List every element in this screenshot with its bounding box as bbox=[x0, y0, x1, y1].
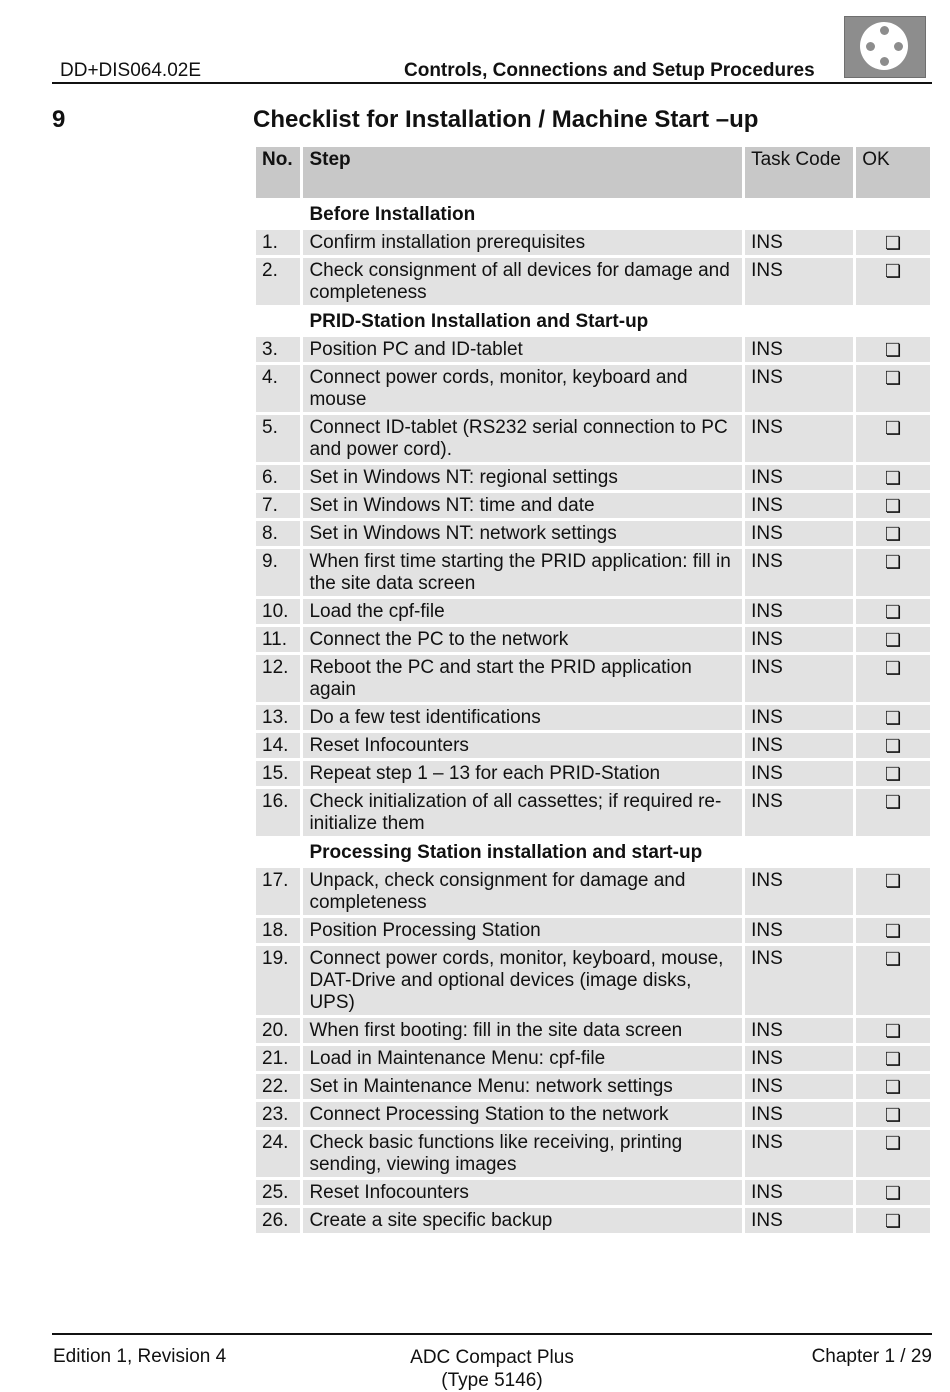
task-code: INS bbox=[745, 493, 853, 518]
task-code: INS bbox=[745, 627, 853, 652]
table-row bbox=[256, 1074, 930, 1099]
step-number: 8. bbox=[256, 521, 300, 546]
checklist-body bbox=[256, 201, 930, 1233]
table-row bbox=[256, 655, 930, 702]
table-row bbox=[256, 1046, 930, 1071]
table-row bbox=[256, 761, 930, 786]
step-description: Reset Infocounters bbox=[303, 733, 742, 758]
ok-checkbox-icon[interactable]: ❏ bbox=[856, 549, 930, 596]
table-row bbox=[256, 521, 930, 546]
group-header-row bbox=[256, 839, 930, 865]
ok-checkbox-icon[interactable]: ❏ bbox=[856, 465, 930, 490]
task-code: INS bbox=[745, 365, 853, 412]
step-description: When first booting: fill in the site data screen bbox=[303, 1018, 742, 1043]
step-number: 11. bbox=[256, 627, 300, 652]
table-row bbox=[256, 1130, 930, 1177]
task-code: INS bbox=[745, 465, 853, 490]
step-description: Connect Processing Station to the network bbox=[303, 1102, 742, 1127]
ok-checkbox-icon[interactable]: ❏ bbox=[856, 627, 930, 652]
ok-checkbox-icon[interactable]: ❏ bbox=[856, 521, 930, 546]
ok-checkbox-icon[interactable]: ❏ bbox=[856, 733, 930, 758]
step-number: 10. bbox=[256, 599, 300, 624]
table-row bbox=[256, 627, 930, 652]
group-spacer bbox=[256, 201, 300, 227]
step-description: Connect the PC to the network bbox=[303, 627, 742, 652]
ok-checkbox-icon[interactable]: ❏ bbox=[856, 365, 930, 412]
group-header-row bbox=[256, 201, 930, 227]
step-number: 14. bbox=[256, 733, 300, 758]
step-number: 16. bbox=[256, 789, 300, 836]
step-description: Create a site specific backup bbox=[303, 1208, 742, 1233]
table-row bbox=[256, 946, 930, 1015]
step-description: Reset Infocounters bbox=[303, 1180, 742, 1205]
step-number: 13. bbox=[256, 705, 300, 730]
ok-checkbox-icon[interactable]: ❏ bbox=[856, 868, 930, 915]
header-task-code: Task Code bbox=[745, 147, 853, 198]
step-description: Confirm installation prerequisites bbox=[303, 230, 742, 255]
table-row bbox=[256, 230, 930, 255]
footer-rule bbox=[52, 1333, 932, 1335]
step-description: Do a few test identifications bbox=[303, 705, 742, 730]
step-number: 12. bbox=[256, 655, 300, 702]
step-description: Reboot the PC and start the PRID application again bbox=[303, 655, 742, 702]
table-row bbox=[256, 493, 930, 518]
task-code: INS bbox=[745, 521, 853, 546]
section-title: Checklist for Installation / Machine Start –up bbox=[253, 106, 759, 133]
checklist-table bbox=[253, 144, 933, 1236]
checklist-header-row bbox=[256, 147, 930, 198]
step-number: 25. bbox=[256, 1180, 300, 1205]
table-row bbox=[256, 1208, 930, 1233]
ok-checkbox-icon[interactable]: ❏ bbox=[856, 1102, 930, 1127]
ok-checkbox-icon[interactable]: ❏ bbox=[856, 655, 930, 702]
table-row bbox=[256, 258, 930, 305]
step-number: 3. bbox=[256, 337, 300, 362]
table-row bbox=[256, 465, 930, 490]
table-row bbox=[256, 599, 930, 624]
header-no: No. bbox=[256, 147, 300, 198]
step-number: 15. bbox=[256, 761, 300, 786]
task-code: INS bbox=[745, 918, 853, 943]
document-id: DD+DIS064.02E bbox=[60, 60, 201, 81]
step-description: Set in Windows NT: time and date bbox=[303, 493, 742, 518]
ok-checkbox-icon[interactable]: ❏ bbox=[856, 761, 930, 786]
step-description: Set in Windows NT: network settings bbox=[303, 521, 742, 546]
footer-product bbox=[392, 1346, 592, 1392]
step-number: 23. bbox=[256, 1102, 300, 1127]
step-number: 4. bbox=[256, 365, 300, 412]
task-code: INS bbox=[745, 337, 853, 362]
ok-checkbox-icon[interactable]: ❏ bbox=[856, 1046, 930, 1071]
step-description: Connect power cords, monitor, keyboard, mouse, DAT-Drive and optional devices (image disks, UPS) bbox=[303, 946, 742, 1015]
task-code: INS bbox=[745, 733, 853, 758]
step-number: 6. bbox=[256, 465, 300, 490]
step-description: Connect power cords, monitor, keyboard and mouse bbox=[303, 365, 742, 412]
group-spacer bbox=[256, 839, 300, 865]
step-description: Set in Maintenance Menu: network settings bbox=[303, 1074, 742, 1099]
step-description: Load the cpf-file bbox=[303, 599, 742, 624]
step-description: Position Processing Station bbox=[303, 918, 742, 943]
power-socket-icon bbox=[844, 16, 926, 78]
task-code: INS bbox=[745, 258, 853, 305]
footer-page: Chapter 1 / 29 bbox=[811, 1346, 932, 1367]
step-description: Connect ID-tablet (RS232 serial connection to PC and power cord). bbox=[303, 415, 742, 462]
header-step: Step bbox=[303, 147, 742, 198]
task-code: INS bbox=[745, 1018, 853, 1043]
task-code: INS bbox=[745, 1180, 853, 1205]
step-description: Load in Maintenance Menu: cpf-file bbox=[303, 1046, 742, 1071]
task-code: INS bbox=[745, 761, 853, 786]
table-row bbox=[256, 1018, 930, 1043]
table-row bbox=[256, 868, 930, 915]
header-section-name: Controls, Connections and Setup Procedures bbox=[404, 60, 815, 81]
task-code: INS bbox=[745, 789, 853, 836]
ok-checkbox-icon[interactable]: ❏ bbox=[856, 258, 930, 305]
ok-checkbox-icon[interactable]: ❏ bbox=[856, 337, 930, 362]
task-code: INS bbox=[745, 1102, 853, 1127]
ok-checkbox-icon[interactable]: ❏ bbox=[856, 1130, 930, 1177]
step-number: 9. bbox=[256, 549, 300, 596]
ok-checkbox-icon[interactable]: ❏ bbox=[856, 946, 930, 1015]
step-number: 5. bbox=[256, 415, 300, 462]
group-title: Before Installation bbox=[303, 201, 930, 227]
task-code: INS bbox=[745, 1130, 853, 1177]
step-number: 19. bbox=[256, 946, 300, 1015]
footer-product-name: ADC Compact Plus bbox=[410, 1347, 574, 1368]
table-row bbox=[256, 365, 930, 412]
ok-checkbox-icon[interactable]: ❏ bbox=[856, 1180, 930, 1205]
step-description: Check basic functions like receiving, printing sending, viewing images bbox=[303, 1130, 742, 1177]
task-code: INS bbox=[745, 946, 853, 1015]
table-row bbox=[256, 789, 930, 836]
ok-checkbox-icon[interactable]: ❏ bbox=[856, 230, 930, 255]
ok-checkbox-icon[interactable]: ❏ bbox=[856, 705, 930, 730]
step-description: Repeat step 1 – 13 for each PRID-Station bbox=[303, 761, 742, 786]
footer-product-type: (Type 5146) bbox=[441, 1370, 543, 1391]
task-code: INS bbox=[745, 415, 853, 462]
step-description: When first time starting the PRID application: fill in the site data screen bbox=[303, 549, 742, 596]
table-row bbox=[256, 415, 930, 462]
ok-checkbox-icon[interactable]: ❏ bbox=[856, 918, 930, 943]
ok-checkbox-icon[interactable]: ❏ bbox=[856, 493, 930, 518]
task-code: INS bbox=[745, 230, 853, 255]
group-title: PRID-Station Installation and Start-up bbox=[303, 308, 930, 334]
ok-checkbox-icon[interactable]: ❏ bbox=[856, 1074, 930, 1099]
step-number: 24. bbox=[256, 1130, 300, 1177]
task-code: INS bbox=[745, 1208, 853, 1233]
step-number: 22. bbox=[256, 1074, 300, 1099]
ok-checkbox-icon[interactable]: ❏ bbox=[856, 1018, 930, 1043]
step-number: 18. bbox=[256, 918, 300, 943]
table-row bbox=[256, 733, 930, 758]
step-number: 7. bbox=[256, 493, 300, 518]
table-row bbox=[256, 549, 930, 596]
step-description: Check initialization of all cassettes; if required re-initialize them bbox=[303, 789, 742, 836]
table-row bbox=[256, 918, 930, 943]
table-row bbox=[256, 337, 930, 362]
table-row bbox=[256, 1102, 930, 1127]
step-number: 2. bbox=[256, 258, 300, 305]
ok-checkbox-icon[interactable]: ❏ bbox=[856, 1208, 930, 1233]
ok-checkbox-icon[interactable]: ❏ bbox=[856, 415, 930, 462]
ok-checkbox-icon[interactable]: ❏ bbox=[856, 789, 930, 836]
step-description: Check consignment of all devices for damage and completeness bbox=[303, 258, 742, 305]
step-number: 21. bbox=[256, 1046, 300, 1071]
ok-checkbox-icon[interactable]: ❏ bbox=[856, 599, 930, 624]
task-code: INS bbox=[745, 1074, 853, 1099]
task-code: INS bbox=[745, 1046, 853, 1071]
step-number: 17. bbox=[256, 868, 300, 915]
header-rule bbox=[52, 82, 932, 84]
table-row bbox=[256, 705, 930, 730]
group-title: Processing Station installation and start-up bbox=[303, 839, 930, 865]
footer-edition: Edition 1, Revision 4 bbox=[53, 1346, 227, 1367]
task-code: INS bbox=[745, 599, 853, 624]
step-description: Unpack, check consignment for damage and completeness bbox=[303, 868, 742, 915]
task-code: INS bbox=[745, 705, 853, 730]
group-spacer bbox=[256, 308, 300, 334]
section-number: 9 bbox=[52, 106, 66, 133]
task-code: INS bbox=[745, 868, 853, 915]
group-header-row bbox=[256, 308, 930, 334]
task-code: INS bbox=[745, 549, 853, 596]
header-ok: OK bbox=[856, 147, 930, 198]
step-number: 26. bbox=[256, 1208, 300, 1233]
step-description: Set in Windows NT: regional settings bbox=[303, 465, 742, 490]
task-code: INS bbox=[745, 655, 853, 702]
step-number: 1. bbox=[256, 230, 300, 255]
step-number: 20. bbox=[256, 1018, 300, 1043]
table-row bbox=[256, 1180, 930, 1205]
step-description: Position PC and ID-tablet bbox=[303, 337, 742, 362]
